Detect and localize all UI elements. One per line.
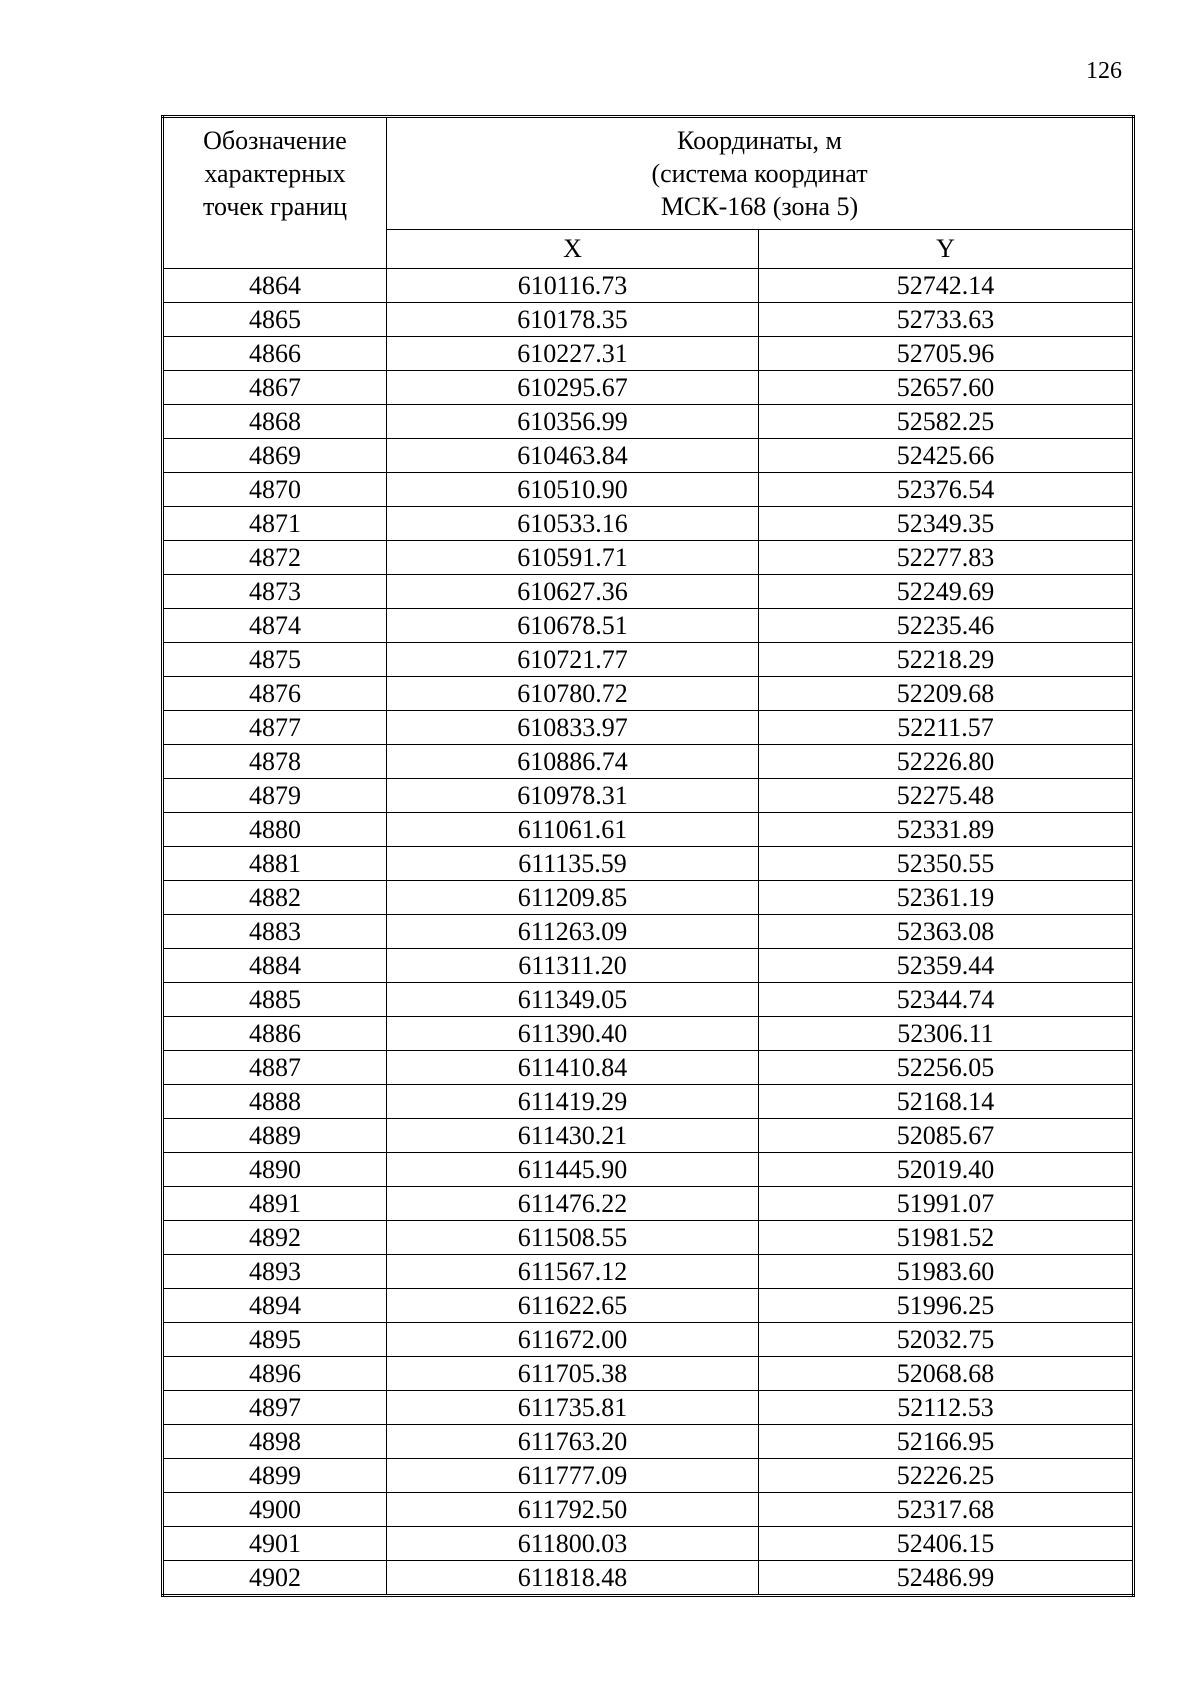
x-coordinate-cell: 611419.29 bbox=[387, 1085, 759, 1119]
point-id-cell: 4886 bbox=[163, 1017, 387, 1051]
point-id-cell: 4894 bbox=[163, 1289, 387, 1323]
x-coordinate-cell: 611311.20 bbox=[387, 949, 759, 983]
table-row bbox=[163, 949, 1134, 983]
table-row bbox=[163, 745, 1134, 779]
point-id-cell: 4883 bbox=[163, 915, 387, 949]
point-id-cell: 4875 bbox=[163, 643, 387, 677]
y-coordinate-cell: 52277.83 bbox=[759, 541, 1134, 575]
point-id-cell: 4884 bbox=[163, 949, 387, 983]
y-coordinate-cell: 52112.53 bbox=[759, 1391, 1134, 1425]
x-coordinate-cell: 610116.73 bbox=[387, 269, 759, 303]
y-coordinate-cell: 52275.48 bbox=[759, 779, 1134, 813]
y-coordinate-cell: 52218.29 bbox=[759, 643, 1134, 677]
y-coordinate-cell: 52317.68 bbox=[759, 1493, 1134, 1527]
y-coordinate-cell: 52363.08 bbox=[759, 915, 1134, 949]
y-coordinate-cell: 52331.89 bbox=[759, 813, 1134, 847]
point-id-cell: 4880 bbox=[163, 813, 387, 847]
table-row bbox=[163, 439, 1134, 473]
y-coordinate-cell: 52085.67 bbox=[759, 1119, 1134, 1153]
table-row bbox=[163, 1085, 1134, 1119]
coordinates-table bbox=[161, 115, 1135, 1597]
x-coordinate-cell: 611800.03 bbox=[387, 1527, 759, 1561]
point-id-cell: 4890 bbox=[163, 1153, 387, 1187]
x-coordinate-cell: 610533.16 bbox=[387, 507, 759, 541]
point-id-cell: 4897 bbox=[163, 1391, 387, 1425]
point-id-cell: 4871 bbox=[163, 507, 387, 541]
x-coordinate-cell: 610978.31 bbox=[387, 779, 759, 813]
table-row bbox=[163, 473, 1134, 507]
point-id-cell: 4889 bbox=[163, 1119, 387, 1153]
x-coordinate-cell: 610295.67 bbox=[387, 371, 759, 405]
point-id-cell: 4888 bbox=[163, 1085, 387, 1119]
point-id-cell: 4898 bbox=[163, 1425, 387, 1459]
point-id-cell: 4864 bbox=[163, 269, 387, 303]
x-coordinate-cell: 611349.05 bbox=[387, 983, 759, 1017]
table-row bbox=[163, 1391, 1134, 1425]
x-coordinate-cell: 610178.35 bbox=[387, 303, 759, 337]
point-id-cell: 4874 bbox=[163, 609, 387, 643]
y-coordinate-cell: 52226.25 bbox=[759, 1459, 1134, 1493]
point-id-cell: 4877 bbox=[163, 711, 387, 745]
point-id-cell: 4870 bbox=[163, 473, 387, 507]
table-row bbox=[163, 1187, 1134, 1221]
point-id-cell: 4901 bbox=[163, 1527, 387, 1561]
point-id-cell: 4902 bbox=[163, 1561, 387, 1596]
table-row bbox=[163, 711, 1134, 745]
x-coordinate-cell: 611390.40 bbox=[387, 1017, 759, 1051]
point-id-cell: 4868 bbox=[163, 405, 387, 439]
x-coordinate-cell: 610463.84 bbox=[387, 439, 759, 473]
x-coordinate-cell: 610833.97 bbox=[387, 711, 759, 745]
table-row bbox=[163, 303, 1134, 337]
x-coordinate-cell: 611763.20 bbox=[387, 1425, 759, 1459]
y-coordinate-cell: 52705.96 bbox=[759, 337, 1134, 371]
y-coordinate-cell: 52068.68 bbox=[759, 1357, 1134, 1391]
y-coordinate-cell: 52486.99 bbox=[759, 1561, 1134, 1596]
y-coordinate-cell: 52211.57 bbox=[759, 711, 1134, 745]
table-row bbox=[163, 337, 1134, 371]
table-row bbox=[163, 575, 1134, 609]
point-id-cell: 4879 bbox=[163, 779, 387, 813]
table-row bbox=[163, 1425, 1134, 1459]
table-row bbox=[163, 1255, 1134, 1289]
point-id-cell: 4867 bbox=[163, 371, 387, 405]
table-body bbox=[163, 269, 1134, 1596]
x-coordinate-cell: 611508.55 bbox=[387, 1221, 759, 1255]
point-id-cell: 4895 bbox=[163, 1323, 387, 1357]
y-coordinate-cell: 52359.44 bbox=[759, 949, 1134, 983]
table-row bbox=[163, 405, 1134, 439]
point-id-cell: 4878 bbox=[163, 745, 387, 779]
x-coordinate-cell: 611209.85 bbox=[387, 881, 759, 915]
y-coordinate-cell: 52349.35 bbox=[759, 507, 1134, 541]
table-row bbox=[163, 1289, 1134, 1323]
x-coordinate-cell: 610721.77 bbox=[387, 643, 759, 677]
point-id-cell: 4866 bbox=[163, 337, 387, 371]
x-column-header: X bbox=[387, 230, 759, 269]
x-coordinate-cell: 611792.50 bbox=[387, 1493, 759, 1527]
x-coordinate-cell: 611705.38 bbox=[387, 1357, 759, 1391]
point-id-cell: 4872 bbox=[163, 541, 387, 575]
table-row bbox=[163, 677, 1134, 711]
x-coordinate-cell: 611818.48 bbox=[387, 1561, 759, 1596]
point-id-cell: 4900 bbox=[163, 1493, 387, 1527]
y-coordinate-cell: 51981.52 bbox=[759, 1221, 1134, 1255]
y-column-header: Y bbox=[759, 230, 1134, 269]
x-coordinate-cell: 610510.90 bbox=[387, 473, 759, 507]
x-coordinate-cell: 611410.84 bbox=[387, 1051, 759, 1085]
points-column-header bbox=[163, 117, 387, 269]
points-header-line: точек границ bbox=[202, 192, 348, 221]
y-coordinate-cell: 52306.11 bbox=[759, 1017, 1134, 1051]
table-row bbox=[163, 847, 1134, 881]
point-id-cell: 4899 bbox=[163, 1459, 387, 1493]
points-header-line: Обозначение bbox=[203, 126, 347, 155]
y-coordinate-cell: 52235.46 bbox=[759, 609, 1134, 643]
point-id-cell: 4891 bbox=[163, 1187, 387, 1221]
coordinates-column-header bbox=[387, 117, 1134, 230]
point-id-cell: 4873 bbox=[163, 575, 387, 609]
y-coordinate-cell: 52361.19 bbox=[759, 881, 1134, 915]
y-coordinate-cell: 52742.14 bbox=[759, 269, 1134, 303]
x-coordinate-cell: 611135.59 bbox=[387, 847, 759, 881]
point-id-cell: 4893 bbox=[163, 1255, 387, 1289]
point-id-cell: 4882 bbox=[163, 881, 387, 915]
table-row bbox=[163, 643, 1134, 677]
x-coordinate-cell: 610627.36 bbox=[387, 575, 759, 609]
x-coordinate-cell: 611263.09 bbox=[387, 915, 759, 949]
x-coordinate-cell: 610780.72 bbox=[387, 677, 759, 711]
y-coordinate-cell: 52657.60 bbox=[759, 371, 1134, 405]
table-row bbox=[163, 1323, 1134, 1357]
y-coordinate-cell: 51983.60 bbox=[759, 1255, 1134, 1289]
point-id-cell: 4885 bbox=[163, 983, 387, 1017]
y-coordinate-cell: 52226.80 bbox=[759, 745, 1134, 779]
y-coordinate-cell: 52166.95 bbox=[759, 1425, 1134, 1459]
table-row bbox=[163, 813, 1134, 847]
point-id-cell: 4869 bbox=[163, 439, 387, 473]
x-coordinate-cell: 611445.90 bbox=[387, 1153, 759, 1187]
table-header bbox=[163, 117, 1134, 269]
point-id-cell: 4887 bbox=[163, 1051, 387, 1085]
y-coordinate-cell: 52344.74 bbox=[759, 983, 1134, 1017]
y-coordinate-cell: 52350.55 bbox=[759, 847, 1134, 881]
x-coordinate-cell: 610886.74 bbox=[387, 745, 759, 779]
y-coordinate-cell: 52168.14 bbox=[759, 1085, 1134, 1119]
y-coordinate-cell: 52733.63 bbox=[759, 303, 1134, 337]
x-coordinate-cell: 610678.51 bbox=[387, 609, 759, 643]
y-coordinate-cell: 52425.66 bbox=[759, 439, 1134, 473]
table-row bbox=[163, 371, 1134, 405]
y-coordinate-cell: 52209.68 bbox=[759, 677, 1134, 711]
point-id-cell: 4892 bbox=[163, 1221, 387, 1255]
x-coordinate-cell: 610227.31 bbox=[387, 337, 759, 371]
table-row bbox=[163, 1221, 1134, 1255]
table-row bbox=[163, 1561, 1134, 1596]
y-coordinate-cell: 52582.25 bbox=[759, 405, 1134, 439]
x-coordinate-cell: 611430.21 bbox=[387, 1119, 759, 1153]
table-row bbox=[163, 1493, 1134, 1527]
table-row bbox=[163, 983, 1134, 1017]
page-number: 126 bbox=[1086, 58, 1122, 84]
coords-header-line: Координаты, м bbox=[677, 126, 842, 155]
table-row bbox=[163, 507, 1134, 541]
y-coordinate-cell: 52256.05 bbox=[759, 1051, 1134, 1085]
x-coordinate-cell: 610591.71 bbox=[387, 541, 759, 575]
points-header-line: характерных bbox=[204, 159, 346, 188]
table-row bbox=[163, 541, 1134, 575]
x-coordinate-cell: 611735.81 bbox=[387, 1391, 759, 1425]
x-coordinate-cell: 610356.99 bbox=[387, 405, 759, 439]
point-id-cell: 4881 bbox=[163, 847, 387, 881]
point-id-cell: 4876 bbox=[163, 677, 387, 711]
table-row bbox=[163, 1357, 1134, 1391]
table-row bbox=[163, 609, 1134, 643]
point-id-cell: 4865 bbox=[163, 303, 387, 337]
table-row bbox=[163, 881, 1134, 915]
table-row bbox=[163, 915, 1134, 949]
y-coordinate-cell: 52019.40 bbox=[759, 1153, 1134, 1187]
y-coordinate-cell: 52376.54 bbox=[759, 473, 1134, 507]
x-coordinate-cell: 611777.09 bbox=[387, 1459, 759, 1493]
table-row bbox=[163, 269, 1134, 303]
coords-header-line: (система координат bbox=[651, 159, 868, 188]
coords-header-line: МСК-168 (зона 5) bbox=[660, 192, 859, 221]
x-coordinate-cell: 611567.12 bbox=[387, 1255, 759, 1289]
x-coordinate-cell: 611622.65 bbox=[387, 1289, 759, 1323]
x-coordinate-cell: 611476.22 bbox=[387, 1187, 759, 1221]
table-row bbox=[163, 1459, 1134, 1493]
y-coordinate-cell: 52032.75 bbox=[759, 1323, 1134, 1357]
y-coordinate-cell: 52406.15 bbox=[759, 1527, 1134, 1561]
x-coordinate-cell: 611061.61 bbox=[387, 813, 759, 847]
table-row bbox=[163, 1119, 1134, 1153]
table-row bbox=[163, 779, 1134, 813]
table-row bbox=[163, 1051, 1134, 1085]
table-row bbox=[163, 1153, 1134, 1187]
y-coordinate-cell: 51991.07 bbox=[759, 1187, 1134, 1221]
point-id-cell: 4896 bbox=[163, 1357, 387, 1391]
table-row bbox=[163, 1017, 1134, 1051]
x-coordinate-cell: 611672.00 bbox=[387, 1323, 759, 1357]
y-coordinate-cell: 52249.69 bbox=[759, 575, 1134, 609]
y-coordinate-cell: 51996.25 bbox=[759, 1289, 1134, 1323]
table-row bbox=[163, 1527, 1134, 1561]
